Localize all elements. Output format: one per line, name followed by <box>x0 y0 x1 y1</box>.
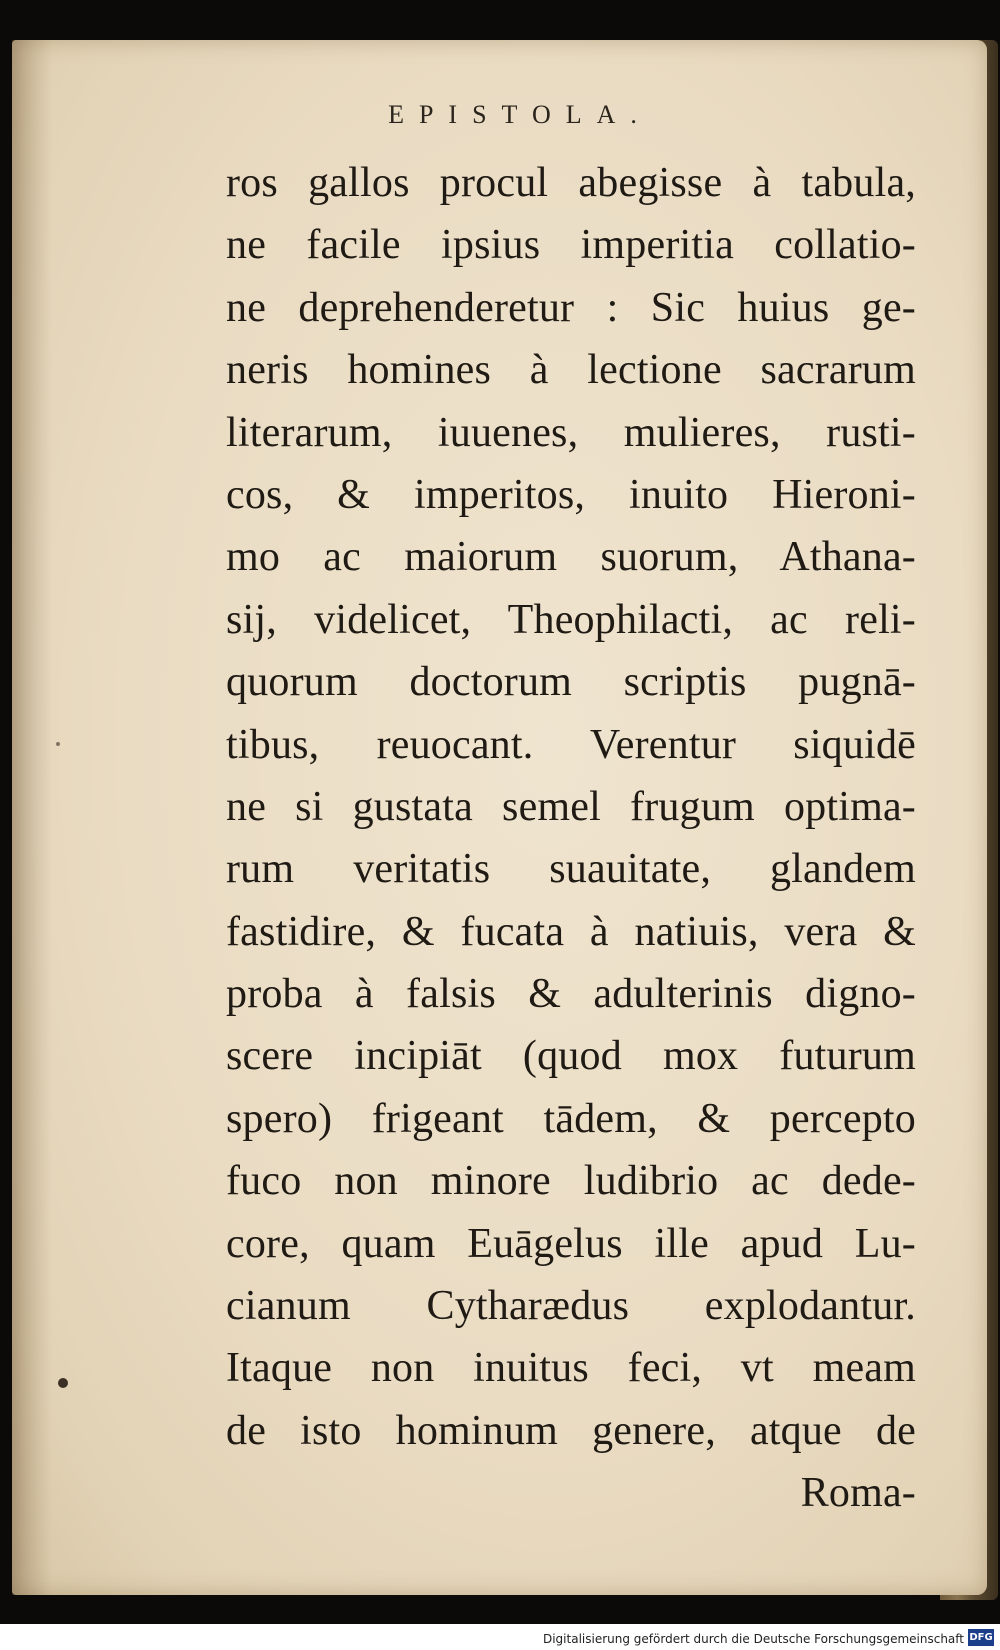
ink-spot <box>58 1378 68 1388</box>
body-text <box>226 152 916 1525</box>
text-line: literarum, iuuenes, mulieres, rusti- <box>226 409 916 456</box>
footer-credit: Digitalisierung gefördert durch die Deutsche Forschungsgemeinschaft <box>542 1632 964 1646</box>
ink-speck <box>56 742 60 746</box>
text-line: ros gallos procul abegisse à tabula, <box>226 160 916 206</box>
catchword: Roma- <box>800 1470 916 1517</box>
text-line: scere incipiāt (quod mox futurum <box>226 1033 916 1080</box>
text-line: de isto hominum genere, atque de <box>226 1407 916 1454</box>
gutter-shadow <box>12 40 52 1595</box>
text-line: neris homines à lectione sacrarum <box>226 347 916 394</box>
text-line: ne facile ipsius imperitia collatio- <box>226 222 916 269</box>
text-line: ne deprehenderetur : Sic huius ge- <box>226 284 916 331</box>
text-line: cianum Cytharædus explodantur. <box>226 1283 916 1330</box>
text-line: mo ac maiorum suorum, Athana- <box>226 534 916 581</box>
digitization-footer <box>0 1624 1000 1650</box>
running-head: EPISTOLA. <box>388 100 652 129</box>
text-line: fastidire, & fucata à natiuis, vera & <box>226 908 916 955</box>
text-line: Itaque non inuitus feci, vt meam <box>226 1345 916 1392</box>
text-line: cos, & imperitos, inuito Hieroni- <box>226 471 916 518</box>
dfg-logo: DFG <box>968 1629 994 1646</box>
text-line: fuco non minore ludibrio ac dede- <box>226 1158 916 1205</box>
text-line: quorum doctorum scriptis pugnā- <box>226 659 916 706</box>
text-line: rum veritatis suauitate, glandem <box>226 846 916 893</box>
text-line: spero) frigeant tādem, & percepto <box>226 1095 916 1142</box>
text-line: core, quam Euāgelus ille apud Lu- <box>226 1220 916 1267</box>
text-line: proba à falsis & adulterinis digno- <box>226 971 916 1018</box>
text-line: ne si gustata semel frugum optima- <box>226 783 916 830</box>
text-line: sij, videlicet, Theophilacti, ac reli- <box>226 596 916 643</box>
text-line: tibus, reuocant. Verentur siquidē <box>226 721 916 768</box>
